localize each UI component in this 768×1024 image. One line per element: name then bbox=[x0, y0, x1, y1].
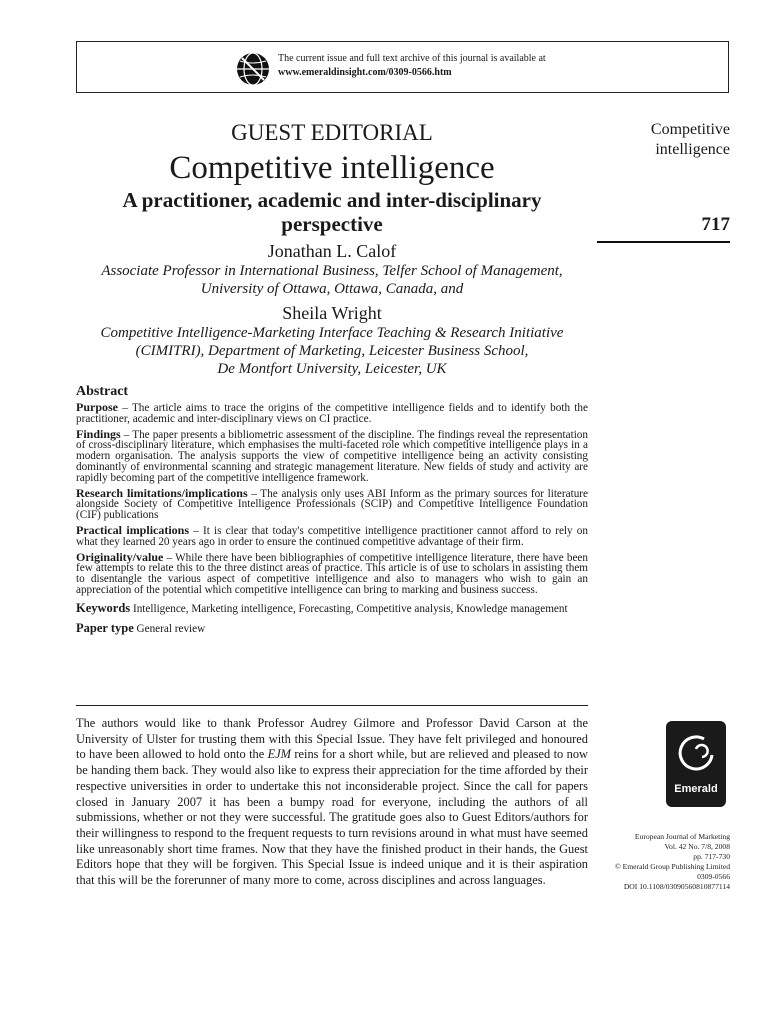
article-kicker: GUEST EDITORIAL bbox=[231, 120, 433, 145]
abstract-dash: – bbox=[118, 402, 132, 414]
journal-pages: pp. 717-730 bbox=[693, 851, 730, 861]
article-title: Competitive intelligence bbox=[169, 150, 495, 186]
emerald-logo-text: Emerald bbox=[674, 783, 718, 795]
author-name: Jonathan L. Calof bbox=[267, 241, 397, 261]
paper-type-label: Paper type bbox=[76, 620, 134, 635]
abstract-purpose bbox=[76, 402, 588, 425]
abstract-findings bbox=[76, 426, 588, 484]
author-affiliation: De Montfort University, Leicester, UK bbox=[217, 361, 447, 377]
emerald-swirl-icon bbox=[674, 729, 718, 779]
keywords bbox=[76, 602, 588, 616]
journal-name: European Journal of Marketing bbox=[634, 832, 730, 841]
author-affiliation: Competitive Intelligence-Marketing Interface Teaching & Research Initiative bbox=[100, 325, 564, 341]
author-affiliation: University of Ottawa, Ottawa, Canada, and bbox=[200, 281, 464, 297]
author-name: Sheila Wright bbox=[282, 303, 382, 323]
abstract-limitations bbox=[76, 485, 588, 522]
sidebar-rule bbox=[597, 241, 730, 243]
abstract-text: It is clear that today's competitive intelligence practitioner cannot afford to rely on what they learned 20 years ago in order to ensure the continued competitive advantage of their firm. bbox=[76, 524, 588, 548]
journal-url[interactable]: www.emeraldinsight.com/0309-0566.htm bbox=[278, 67, 452, 78]
globe-icon bbox=[236, 52, 270, 86]
running-title-line: Competitive bbox=[650, 121, 730, 138]
abstract-text: The paper presents a bibliometric assessment of the discipline. The findings reveal the representation of cross-disciplinary literature, which emphasises the multi-faceted role which competitive intelligence plays in a modern organisation. The analysis supports the view of competitive intelligence being an activity consisting dominantly of environmental scanning and strategic management literature. New fields of study and activity are rapidly becoming part of the competitive intelligence framework. bbox=[76, 428, 588, 484]
abstract-practical-implications bbox=[76, 522, 588, 548]
running-title bbox=[651, 120, 730, 160]
page-number: 717 bbox=[701, 214, 730, 235]
section-divider bbox=[76, 705, 588, 706]
body-text-italic: EJM bbox=[267, 747, 291, 762]
abstract-label: Practical implications bbox=[76, 522, 190, 537]
author-affiliation: Associate Professor in International Business, Telfer School of Management, bbox=[101, 263, 563, 279]
keywords-label: Keywords bbox=[76, 600, 131, 615]
body-text-part: The authors would like to thank Professor Audrey Gilmore and Professor David Carson at the University of Ulster for trusting them with this Special Issue. They have felt privileged and honoured to have been allowed to hold onto the bbox=[76, 716, 588, 762]
body-paragraph bbox=[76, 716, 588, 889]
abstract-label: Originality/value bbox=[76, 549, 164, 564]
abstract-heading: Abstract bbox=[76, 384, 129, 399]
abstract-dash: – bbox=[120, 428, 133, 441]
journal-citation bbox=[615, 832, 730, 891]
abstract-dash: – bbox=[247, 487, 261, 500]
journal-copyright: © Emerald Group Publishing Limited bbox=[614, 861, 730, 871]
journal-doi: DOI 10.1108/03090560810877114 bbox=[623, 881, 730, 891]
abstract-dash: – bbox=[163, 551, 176, 564]
running-title-line: intelligence bbox=[655, 141, 730, 158]
abstract-text: The analysis only uses ABI Inform as the primary sources for literature alongside Society of Competitive Intelligence Professionals (SCIP) and Competitive Intelligence Foundation (CIF) publications bbox=[76, 487, 588, 522]
availability-line: The current issue and full text archive of this journal is available at bbox=[278, 53, 546, 64]
paper-type-text: General review bbox=[136, 622, 206, 635]
abstract-dash: – bbox=[189, 524, 203, 537]
abstract-label: Findings bbox=[76, 426, 121, 441]
article-front-matter bbox=[76, 118, 588, 642]
journal-availability-box bbox=[76, 41, 729, 93]
emerald-logo bbox=[666, 721, 726, 807]
abstract-label: Research limitations/implications bbox=[76, 485, 248, 500]
abstract-text: While there have been bibliographies of competitive intelligence literature, there have been few attempts to relate this to the three distinct areas of practice. This article is of use to scholars in assisting them to disentangle the various aspect of competitive intelligence and also to managers who wish to gain an appreciation of the potential which competitive intelligence can bring to marking and business success. bbox=[76, 551, 588, 596]
journal-issn: 0309-0566 bbox=[697, 871, 730, 881]
abstract-originality bbox=[76, 549, 588, 596]
abstract-label: Purpose bbox=[76, 400, 118, 414]
article-subtitle-line-2: perspective bbox=[281, 212, 383, 236]
abstract-text: The article aims to trace the origins of the competitive intelligence fields and to identify both the practitioner, academic and inter-disciplinary views on CI practice. bbox=[76, 402, 588, 425]
article-subtitle-line-1: A practitioner, academic and inter-disciplinary bbox=[122, 188, 542, 212]
paper-type bbox=[76, 622, 588, 636]
author-affiliation: (CIMITRI), Department of Marketing, Leicester Business School, bbox=[135, 343, 529, 359]
availability-text bbox=[278, 52, 546, 80]
body-text-part: reins for a short while, but are relieved and pleased to now be handing them back. They would also like to express their appreciation for the time afforded by their respective universities in order to undertake this not inconsiderable project. Since the call for papers closed in January 2007 it has been a bumpy road for everyone, including the authors of all submissions, whether or not they were successful. The gratitude goes also to Guest Editors/authors for their willingness to respond to the frequent requests to turn revisions around in what must have seemed like unreasonably short time frames. Now that they have the finished product in their hands, the Guest Editors hope that they will be forgiven. This Special Issue is indeed unique and it is their aspiration that this will be the forerunner of many more to come, across disciplines and across languages. bbox=[76, 747, 588, 888]
journal-volume: Vol. 42 No. 7/8, 2008 bbox=[664, 841, 730, 851]
keywords-text: Intelligence, Marketing intelligence, Forecasting, Competitive analysis, Knowledge management bbox=[132, 602, 568, 615]
